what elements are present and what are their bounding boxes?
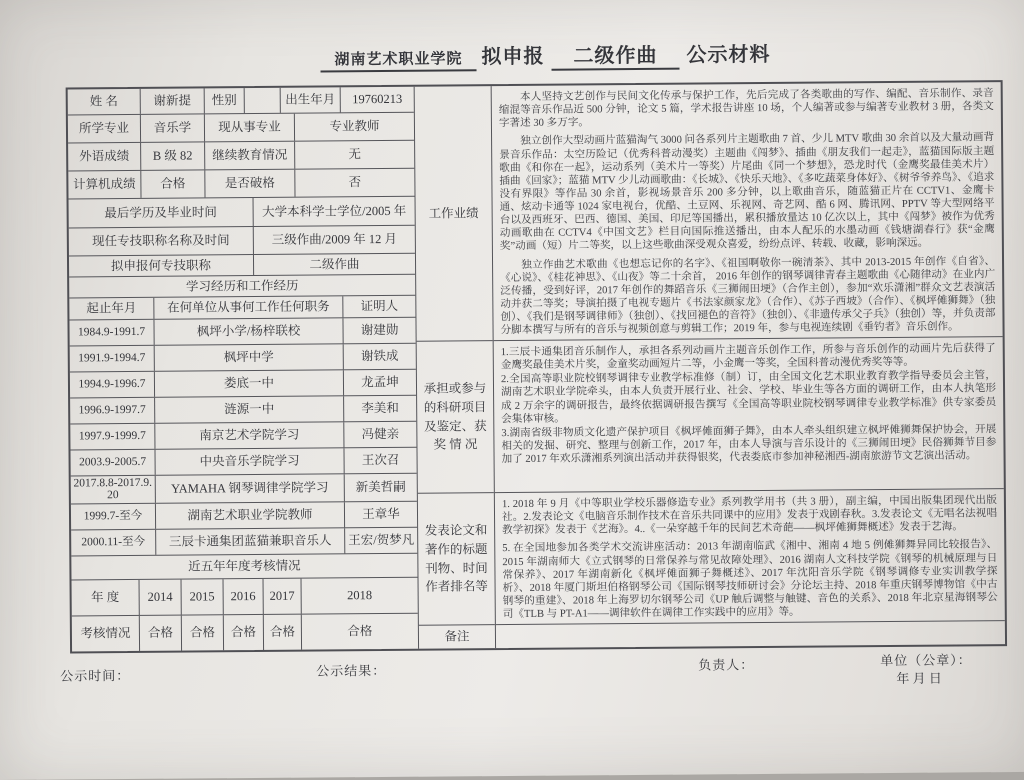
research-item: 2.全国高等职业院校钢琴调律专业教学标准修（制）订，由全国文化艺术职业教育教学指导委员会主管，湖南艺术职业学院牵头，由本人负责开展行业、社会、学校、毕业生等各方面的调研工作，由本人执笔形成 2 万余字的调研报告，最终依据调研报告撰写《全国高等职业院校钢琴调律专业教学标准》供专家委员会集体审核。 xyxy=(500,370,997,425)
cont-edu-label: 继续教育情况 xyxy=(205,142,295,170)
papers-paragraph: 5. 在全国地参加各类学术交流讲座活动：2013 年湖南临武《湘中、湘南 4 地 5 例傩狮舞异同比较报告》、2015 年湖南师大《立式钢琴的日常保养与常见故障处理》、2016 湖南人文科技学院《钢琴的机械原理与日常保养》、2017 年湖南新化《枫坪傩面狮子舞概述》、2017 年沈阳音乐学院《钢琴调修专业实训教学探析》、2018 年厦门斯坦伯格钢琴公司《国际钢琴技师研讨会》分论坛主持、2018 年重庆钢琴博物馆《中古钢琴的重建》、2018 年上海罗切尔钢琴公司《UP 触后调整与触键、音色的关系》、2018 年北京星海钢琴公司《TLB 与 PT-A1——调律软件在调律工作实践中的应用》等。 xyxy=(502,539,998,621)
period-cell: 2017.8.8-2017.9.20 xyxy=(71,476,156,504)
name-label: 姓 名 xyxy=(68,89,141,115)
foreign-label: 外语成绩 xyxy=(68,143,141,171)
apply-title-value: 二级作曲 xyxy=(309,257,360,272)
place-cell: 中央音乐学院学习 xyxy=(155,448,344,474)
name-value: 谢新提 xyxy=(141,88,205,114)
current-title-label: 现任专技职称名称及时间 xyxy=(69,227,254,255)
experience-section-title: 学习经历和工作经历 xyxy=(185,278,299,294)
place-cell: 三辰卡通集团蓝猫兼职音乐人 xyxy=(156,528,345,554)
place-header: 在何单位从事何工作任何职务 xyxy=(154,296,343,318)
last-degree-value: 大学本科学士学位/2005 年 xyxy=(262,203,407,219)
place-cell: 湖南艺术职业学院教师 xyxy=(156,502,345,528)
experience-section-header xyxy=(69,275,415,299)
work-achievement-text xyxy=(492,82,1003,341)
year-cell: 2016 xyxy=(224,579,264,614)
year-cell: 2014 xyxy=(140,580,182,615)
publicity-time-label: 公示时间： xyxy=(60,668,131,684)
major-value: 音乐学 xyxy=(141,114,205,142)
result-cell: 合格 xyxy=(347,624,373,639)
apply-title-label: 拟申报何专技职称 xyxy=(69,255,254,276)
personal-info-column xyxy=(68,87,419,652)
current-major-value: 专业教师 xyxy=(329,119,380,134)
cont-edu-value: 无 xyxy=(348,147,361,162)
experience-row xyxy=(71,474,417,505)
current-title-value: 三级作曲/2009 年 12 月 xyxy=(271,232,398,248)
witness-cell: 新美哲嗣 xyxy=(355,480,406,495)
witness-cell: 谢铁成 xyxy=(360,349,399,364)
last-degree-label: 最后学历及毕业时间 xyxy=(69,198,254,227)
unit-seal-label: 单位（公章）： xyxy=(880,652,972,669)
computer-label: 计算机成绩 xyxy=(68,171,141,199)
period-cell: 1997.9-1999.7 xyxy=(70,424,155,450)
experience-header-row xyxy=(69,296,415,321)
exception-label: 是否破格 xyxy=(205,170,295,198)
foreign-value: B 级 82 xyxy=(141,142,205,170)
year-cell: 2018 xyxy=(347,588,373,603)
research-item: 3.湖南省级非物质文化遗产保护项目《枫坪傩面狮子舞》，由本人牵头组织建立枫坪傩狮舞保护协会，开展相关的发掘、研究、整理与创新工作，2017 年，由本人导演与音乐设计的《三狮闹田埂》民俗狮舞节目参加了 2017 年欢乐潇湘系列演出活动并获得银奖，代表娄底市参加神秘湘西-湖南旅游节文艺演出活动。 xyxy=(501,423,997,466)
application-form-table xyxy=(66,80,1007,653)
result-cell: 合格 xyxy=(264,615,302,650)
work-paragraph: 本人坚持文艺创作与民间文化传承与保护工作，先后完成了各类歌曲的写作、编配、音乐制作、录音缩混等音乐作品近 500 分钟，论文 5 篇，学术报告讲座 10 场，个人编著或参与编著专业教材 3 册，各类文字著述 30 多万字。 xyxy=(498,88,994,130)
gender-value xyxy=(245,88,281,113)
row-computer xyxy=(68,169,414,200)
title-suffix: 公示材料 xyxy=(686,43,771,67)
experience-row xyxy=(70,396,416,425)
exception-value: 否 xyxy=(348,175,362,190)
witness-cell: 冯健亲 xyxy=(361,427,400,442)
experience-row xyxy=(69,318,415,347)
research-item: 1.三辰卡通集团音乐制作人，承担各系列动画片主题音乐创作工作，所参与音乐创作的动画片先后获得了金鹰奖最佳美术片奖，金童奖动画短片二等，小金鹰一等奖，全国科普动漫优秀奖等等。 xyxy=(500,343,996,372)
gender-label: 性别 xyxy=(205,88,245,113)
research-label: 承担或参与的科研项目及鉴定、获奖 情 况 xyxy=(417,341,494,494)
row-name xyxy=(68,87,414,116)
year-cell: 2017 xyxy=(264,579,302,614)
row-major xyxy=(68,113,414,144)
witness-cell: 李美和 xyxy=(361,401,399,416)
period-cell: 1999.7-至今 xyxy=(71,504,156,530)
experience-row xyxy=(71,528,417,557)
work-paragraph: 独立创作大型动画片蓝猫淘气 3000 问各系列片主题歌曲 7 首、少儿 MTV 歌曲 30 余首以及大量动画背景音乐作品：太空历险记（优秀科普动漫奖）主题曲《闯梦》、插曲《朋友我们一起走》，蓝猫国际版主题歌曲《和你在一起》，运动系列（美术片一等奖）片尾曲《同一个梦想》，恐龙时代（金鹰奖最佳美术片）插曲《回家》；蓝猫 MTV 少儿动画歌曲：《长城》、《快乐天地》、《多吃蔬菜身体好》、《树爷爷养鸟》、《追求没有界限》等作品 30 余首，影视场景音乐 200 多分钟，以上歌曲音乐，随蓝猫正片在 CCTV1、金鹰卡通、炫动卡通等 1024 家电视台，优酷、土豆网、乐视网、奇艺网、酷 6 网、腾讯网、PPTV 等大型网络平台以及西班牙、巴西、德国、美国、印尼等国播出，累积播放量达 10 亿次以上，其中《闯梦》被作为优秀动画歌曲在 CCTV4《中国文艺》栏目向国际推送播出，由本人配乐的水墨动画《钱塘湖春行》获“金鹰奖”动画（短）片二等奖，以上这些歌曲深受观众喜爱，纷纷点评、转载、收藏，影响深远。 xyxy=(499,132,995,253)
witness-cell: 王宏/贺梦凡 xyxy=(348,533,415,548)
witness-cell: 谢建勋 xyxy=(360,323,399,338)
computer-value: 合格 xyxy=(141,170,205,198)
experience-row xyxy=(70,370,416,399)
place-cell: 枫坪小学/杨梓联校 xyxy=(154,318,343,344)
year-cell: 2015 xyxy=(182,579,224,614)
current-major-label: 现从事专业 xyxy=(205,114,295,142)
section-label-column xyxy=(415,86,496,649)
publicity-result-label: 公示结果： xyxy=(316,663,387,679)
witness-header: 证明人 xyxy=(360,299,399,314)
papers-paragraph: 1. 2018 年 9 月《中等职业学校乐器修造专业》系列教学用书（共 3 册），副主编，中国出版集团现代出版社。2.发表论文《电脑音乐制作技术在音乐共同课中的应用》发表于戏剧春秋。3.发表论文《无唱名法视唱教学初探》发表于《艺海》。4..《一朵穿越千年的民间艺术奇葩——枫坪傩狮舞概述》发表于艺海。 xyxy=(501,495,998,537)
major-label: 所学专业 xyxy=(68,115,141,143)
responsible-label: 负责人： xyxy=(698,657,755,673)
title-school: 湖南艺术职业学院 xyxy=(320,51,476,72)
year-label: 年 度 xyxy=(72,580,140,616)
research-text xyxy=(494,337,1004,493)
assessment-section-header xyxy=(71,554,417,581)
witness-cell: 龙孟坤 xyxy=(361,375,399,390)
period-header: 起止年月 xyxy=(69,298,154,320)
place-cell: YAMAHA 钢琴调律学院学习 xyxy=(156,474,345,503)
remark-value xyxy=(496,621,1005,648)
row-foreign xyxy=(68,141,414,172)
row-last-degree xyxy=(69,197,415,229)
place-cell: 枫坪中学 xyxy=(155,344,344,370)
period-cell: 1994.9-1996.7 xyxy=(70,372,155,398)
result-cell: 合格 xyxy=(140,616,182,651)
place-cell: 南京艺术学院学习 xyxy=(155,422,344,448)
witness-cell: 王次召 xyxy=(361,453,400,468)
date-line: 年 月 日 xyxy=(896,670,942,686)
assessment-section-title: 近五年年度考核情况 xyxy=(188,559,301,574)
assessment-result-row xyxy=(72,614,418,652)
page-title xyxy=(0,36,1024,73)
place-cell: 涟源一中 xyxy=(155,396,344,422)
experience-row xyxy=(70,344,416,373)
title-position: 二级作曲 xyxy=(551,45,679,71)
work-paragraph: 独立作曲艺术歌曲《也想忘记你的名字》、《祖国啊敬你一碗清茶》、其中 2013-2015 年创作《自省》、《心说》、《桂花神思》、《山夜》等二十余首， 2016 年创作的钢琴调律青春主题歌曲《心随律动》在业内广泛传播，受到好评，2017 年创作的舞蹈音乐《三狮闹田埂》（合作主创），参加“欢乐潇湘”群众文艺表演活动并获二等奖；导演拍摄了电视专题片《书法家颜家龙》（合作）、《苏子西坡》（合作）、《枫坪傩狮舞》（独创）、《我们是钢琴调律师》（独创）、《找回褪色的音符》（独创）、《非遗传承父子兵》（独创）等，并负责部分脚本撰写与所有的音乐与视频创意与剪辑工作；2019 年，参与电视连续剧《垂钓者》音乐创作。 xyxy=(500,255,996,337)
birth-value: 19760213 xyxy=(352,92,403,107)
birth-label: 出生年月 xyxy=(281,87,341,112)
result-label: 考核情况 xyxy=(72,616,140,652)
period-cell: 1996.9-1997.7 xyxy=(70,398,155,424)
period-cell: 1991.9-1994.7 xyxy=(70,346,155,372)
row-apply-title xyxy=(69,254,415,278)
experience-row xyxy=(71,502,417,531)
result-cell: 合格 xyxy=(224,615,264,650)
experience-row xyxy=(70,422,416,451)
witness-cell: 王章华 xyxy=(362,507,400,522)
period-cell: 1984.9-1991.7 xyxy=(69,320,154,346)
experience-row xyxy=(70,448,416,477)
result-cell: 合格 xyxy=(182,615,224,650)
detail-text-column xyxy=(492,82,1005,648)
title-mid: 拟申报 xyxy=(481,45,545,69)
papers-text xyxy=(495,489,1005,625)
papers-label: 发表论文和著作的标题刊物、时间作者排名等 xyxy=(418,493,495,626)
row-current-title xyxy=(69,226,415,257)
period-cell: 2000.11-至今 xyxy=(71,530,156,556)
assessment-year-row xyxy=(72,578,418,617)
work-achievement-label: 工作业绩 xyxy=(415,86,493,342)
remark-label: 备注 xyxy=(444,629,470,644)
period-cell: 2003.9-2005.7 xyxy=(70,450,155,476)
place-cell: 娄底一中 xyxy=(155,370,344,396)
